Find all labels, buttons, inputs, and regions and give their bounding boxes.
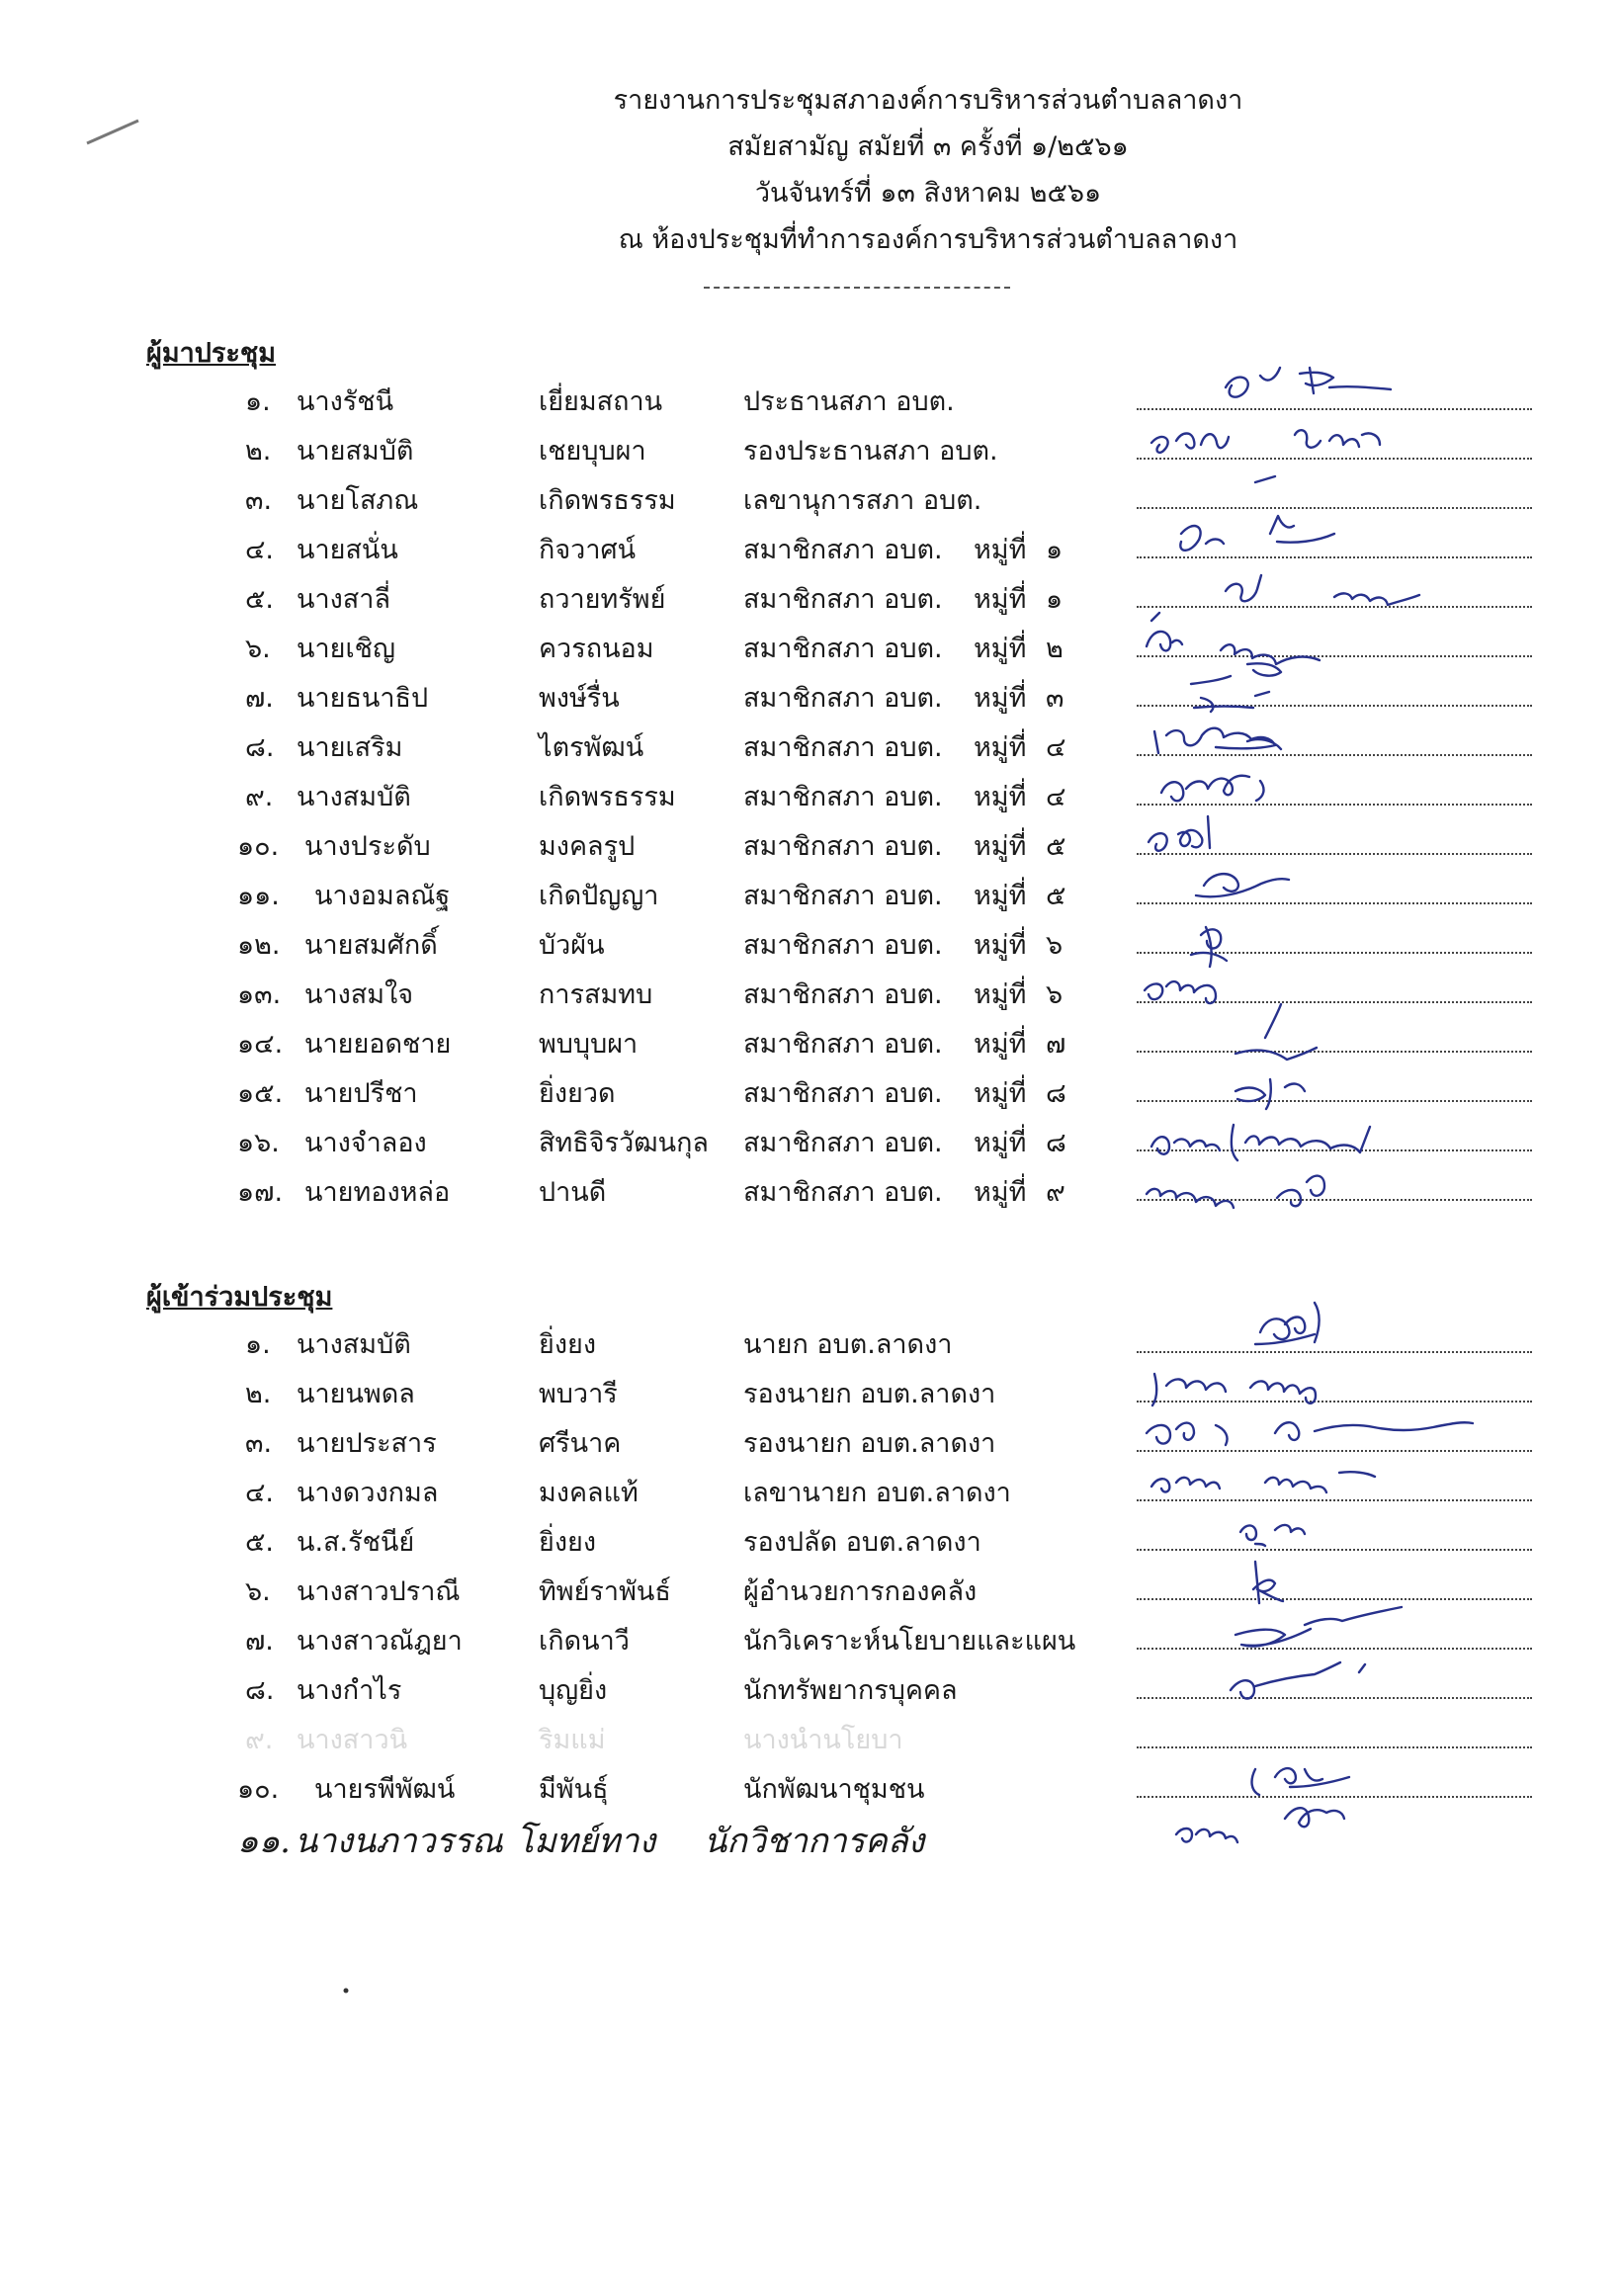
- signature-17: [1147, 1176, 1324, 1208]
- last-name: ควรถนอม: [539, 634, 654, 664]
- position: สมาชิกสภา อบต.: [743, 1177, 943, 1208]
- signature-p6: [1253, 1562, 1283, 1603]
- first-name: นางสาวปราณี: [297, 1576, 461, 1607]
- row-number: ๑.: [245, 386, 271, 417]
- last-name: กิจวาศน์: [539, 535, 637, 565]
- last-name: พงษ์รื่น: [539, 683, 620, 714]
- row-number: ๒.: [245, 436, 272, 467]
- village-number: ๔: [1046, 732, 1066, 763]
- position: ผู้อำนวยการกองคลัง: [743, 1576, 978, 1607]
- signature-p2: [1152, 1374, 1316, 1405]
- signature-16: [1151, 1125, 1370, 1160]
- position: เลขานุการสภา อบต.: [743, 485, 982, 516]
- row-number: ๑.: [245, 1329, 271, 1360]
- position: นางนำนโยบา: [743, 1725, 903, 1755]
- village-number: ๕: [1046, 881, 1066, 911]
- last-name: เกิดปัญญา: [539, 881, 659, 911]
- position: สมาชิกสภา อบต.: [743, 1128, 943, 1158]
- village-label: หมู่ที่: [974, 634, 1027, 664]
- village-label: หมู่ที่: [974, 881, 1027, 911]
- last-name: ไตรพัฒน์: [539, 732, 644, 763]
- position: รองนายก อบต.ลาดงา: [743, 1379, 996, 1409]
- scan-dot: [344, 1989, 349, 1994]
- first-name: นายรพีพัฒน์: [314, 1774, 456, 1805]
- village-label: หมู่ที่: [974, 584, 1027, 615]
- last-name: พบวารี: [539, 1379, 618, 1409]
- signature-3: [1255, 476, 1275, 482]
- last-name: เชยบุบผา: [539, 436, 646, 467]
- row-number: ๘.: [245, 732, 275, 763]
- last-name: การสมทบ: [539, 979, 653, 1010]
- first-name: นางจำลอง: [304, 1128, 427, 1158]
- village-number: ๔: [1046, 782, 1066, 812]
- first-name: นางสมใจ: [304, 979, 414, 1010]
- village-number: ๖: [1046, 930, 1064, 961]
- last-name: เยี่ยมสถาน: [539, 386, 663, 417]
- signature-15: [1236, 1079, 1305, 1109]
- last-name: ทิพย์ราพันธ์: [539, 1576, 671, 1607]
- first-name: นางอมลณัฐ: [314, 881, 451, 911]
- position: นักพัฒนาชุมชน: [743, 1774, 925, 1805]
- attendees-title: ผู้มาประชุม: [146, 338, 277, 369]
- village-label: หมู่ที่: [974, 979, 1027, 1010]
- last-name: ริมแม่: [539, 1725, 606, 1755]
- village-label: หมู่ที่: [974, 1128, 1027, 1158]
- first-name: นางรัชนี: [297, 386, 394, 417]
- row-number: ๕.: [245, 584, 275, 615]
- signature-10: [1149, 816, 1210, 851]
- first-name: น.ส.รัชนีย์: [297, 1527, 415, 1558]
- header-title: รายงานการประชุมสภาองค์การบริหารส่วนตำบลลาดงา: [613, 85, 1243, 116]
- signature-9: [1161, 776, 1263, 801]
- signature-p7: [1236, 1607, 1402, 1647]
- position: นายก อบต.ลาดงา: [743, 1329, 953, 1360]
- signature-p3: [1147, 1422, 1473, 1445]
- first-name: นายสนั่น: [297, 535, 398, 565]
- signature-2: [1151, 430, 1380, 453]
- row-number: ๑๒.: [237, 930, 281, 961]
- first-name: นายสมบัติ: [297, 436, 414, 467]
- last-name: พบบุบผา: [539, 1029, 639, 1060]
- row-number: ๕.: [245, 1527, 275, 1558]
- village-number: ๘: [1046, 1128, 1066, 1158]
- village-label: หมู่ที่: [974, 535, 1027, 565]
- position: นักวิเคราะห์นโยบายและแผน: [743, 1626, 1076, 1657]
- position: นักวิชาการคลัง: [704, 1822, 925, 1861]
- village-number: ๖: [1046, 979, 1064, 1010]
- last-name: บัวผัน: [539, 930, 605, 961]
- row-number: ๑๕.: [237, 1078, 284, 1109]
- last-name: ยิ่งยวด: [539, 1078, 616, 1109]
- signature-p1: [1255, 1303, 1320, 1344]
- first-name: นางกำไร: [297, 1675, 402, 1706]
- village-number: ๗: [1046, 1029, 1066, 1060]
- first-name: นางประดับ: [304, 831, 431, 862]
- last-name: ยิ่งยง: [539, 1527, 597, 1558]
- last-name: ปานดี: [539, 1177, 607, 1208]
- first-name: นายปรีชา: [304, 1078, 418, 1109]
- signature-p11: [1176, 1808, 1344, 1842]
- first-name: นางสาลี่: [297, 584, 390, 615]
- village-number: ๓: [1046, 683, 1065, 714]
- last-name: มงคลรูป: [539, 831, 636, 862]
- row-number: ๗.: [245, 683, 274, 714]
- signature-5: [1151, 575, 1419, 621]
- row-number: ๑๖.: [237, 1128, 280, 1158]
- village-number: ๒: [1046, 634, 1064, 664]
- signature-13: [1145, 981, 1216, 1003]
- signature-4: [1180, 516, 1334, 551]
- village-number: ๑: [1046, 535, 1064, 565]
- row-number: ๑๔.: [237, 1029, 284, 1060]
- row-number: ๑๐.: [237, 831, 280, 862]
- first-name: นายธนาธิป: [297, 683, 429, 714]
- signature-6: [1147, 632, 1320, 676]
- position: สมาชิกสภา อบต.: [743, 584, 943, 615]
- position: สมาชิกสภา อบต.: [743, 634, 943, 664]
- village-number: ๙: [1046, 1177, 1065, 1208]
- village-number: ๑: [1046, 584, 1064, 615]
- last-name: มงคลแท้: [539, 1478, 639, 1508]
- position: สมาชิกสภา อบต.: [743, 732, 943, 763]
- first-name: นายโสภณ: [297, 485, 419, 516]
- row-number: ๙.: [245, 1725, 274, 1755]
- first-name: นางสาวณัฎยา: [297, 1626, 463, 1657]
- last-name: มีพันธุ์: [539, 1774, 609, 1805]
- position: สมาชิกสภา อบต.: [743, 979, 943, 1010]
- signature-1: [1226, 368, 1391, 397]
- position: ประธานสภา อบต.: [743, 386, 955, 417]
- signature-p10: [1252, 1768, 1349, 1795]
- first-name: นางดวงกมล: [297, 1478, 439, 1508]
- participants-title: ผู้เข้าร่วมประชุม: [146, 1282, 333, 1313]
- position: สมาชิกสภา อบต.: [743, 1029, 943, 1060]
- row-number: ๔.: [245, 535, 275, 565]
- signature-p5: [1240, 1525, 1305, 1546]
- position: รองประธานสภา อบต.: [743, 436, 998, 467]
- village-number: ๕: [1046, 831, 1066, 862]
- row-number: ๑๓.: [237, 979, 282, 1010]
- position: รองนายก อบต.ลาดงา: [743, 1428, 996, 1459]
- header-date: วันจันทร์ที่ ๑๓ สิงหาคม ๒๕๖๑: [754, 178, 1102, 209]
- row-number: ๙.: [245, 782, 274, 812]
- row-number: ๑๑.: [237, 881, 280, 911]
- first-name: นายทองหล่อ: [304, 1177, 451, 1208]
- position: สมาชิกสภา อบต.: [743, 881, 943, 911]
- village-label: หมู่ที่: [974, 732, 1027, 763]
- header-session: สมัยสามัญ สมัยที่ ๓ ครั้งที่ ๑/๒๕๖๑: [727, 131, 1129, 162]
- row-number: ๑๑.: [237, 1822, 291, 1861]
- position: สมาชิกสภา อบต.: [743, 535, 943, 565]
- village-label: หมู่ที่: [974, 1078, 1027, 1109]
- header-venue: ณ ห้องประชุมที่ทำการองค์การบริหารส่วนตำบลลาดงา: [618, 224, 1238, 255]
- signature-12: [1191, 927, 1227, 967]
- first-name: นางสมบัติ: [297, 782, 411, 812]
- village-label: หมู่ที่: [974, 782, 1027, 812]
- signature-11: [1196, 874, 1289, 896]
- first-name: นางสาวนิ: [297, 1725, 408, 1755]
- first-name: นายยอดชาย: [304, 1029, 452, 1060]
- first-name: นายสมศักดิ์: [304, 930, 438, 961]
- row-number: ๑๗.: [237, 1177, 284, 1208]
- signature-7: [1191, 676, 1269, 712]
- position: สมาชิกสภา อบต.: [743, 683, 943, 714]
- first-name: นางสมบัติ: [297, 1329, 411, 1360]
- row-number: ๔.: [245, 1478, 275, 1508]
- village-label: หมู่ที่: [974, 1177, 1027, 1208]
- last-name: ถวายทรัพย์: [539, 584, 666, 615]
- signature-8: [1154, 728, 1281, 753]
- last-name: บุญยิ่ง: [539, 1675, 608, 1706]
- position: สมาชิกสภา อบต.: [743, 831, 943, 862]
- row-number: ๓.: [245, 485, 273, 516]
- row-number: ๒.: [245, 1379, 272, 1409]
- last-name: โมทย์ทาง: [516, 1822, 656, 1861]
- row-number: ๘.: [245, 1675, 275, 1706]
- position: เลขานายก อบต.ลาดงา: [743, 1478, 1011, 1508]
- position: นักทรัพยากรบุคคล: [743, 1675, 958, 1706]
- first-name: นางนภาวรรณ: [295, 1822, 503, 1861]
- row-number: ๖.: [245, 634, 271, 664]
- row-number: ๖.: [245, 1576, 271, 1607]
- village-label: หมู่ที่: [974, 930, 1027, 961]
- village-number: ๘: [1046, 1078, 1066, 1109]
- village-label: หมู่ที่: [974, 1029, 1027, 1060]
- village-label: หมู่ที่: [974, 831, 1027, 862]
- first-name: นายนพดล: [297, 1379, 415, 1409]
- last-name: เกิดนาวี: [539, 1626, 630, 1657]
- first-name: นายเชิญ: [297, 634, 395, 664]
- signature-p8: [1231, 1662, 1365, 1699]
- position: สมาชิกสภา อบต.: [743, 930, 943, 961]
- last-name: เกิดพรธรรม: [539, 485, 676, 516]
- last-name: เกิดพรธรรม: [539, 782, 676, 812]
- position: สมาชิกสภา อบต.: [743, 1078, 943, 1109]
- last-name: สิทธิจิรวัฒนกุล: [539, 1128, 709, 1158]
- row-number: ๑๐.: [237, 1774, 280, 1805]
- signature-14: [1236, 1004, 1317, 1060]
- first-name: นายประสาร: [297, 1428, 437, 1459]
- row-number: ๓.: [245, 1428, 273, 1459]
- signature-p4: [1151, 1472, 1375, 1492]
- village-label: หมู่ที่: [974, 683, 1027, 714]
- last-name: ยิ่งยง: [539, 1329, 597, 1360]
- last-name: ศรีนาค: [539, 1428, 622, 1459]
- row-number: ๗.: [245, 1626, 274, 1657]
- position: สมาชิกสภา อบต.: [743, 782, 943, 812]
- first-name: นายเสริม: [297, 732, 403, 763]
- position: รองปลัด อบต.ลาดงา: [743, 1527, 981, 1558]
